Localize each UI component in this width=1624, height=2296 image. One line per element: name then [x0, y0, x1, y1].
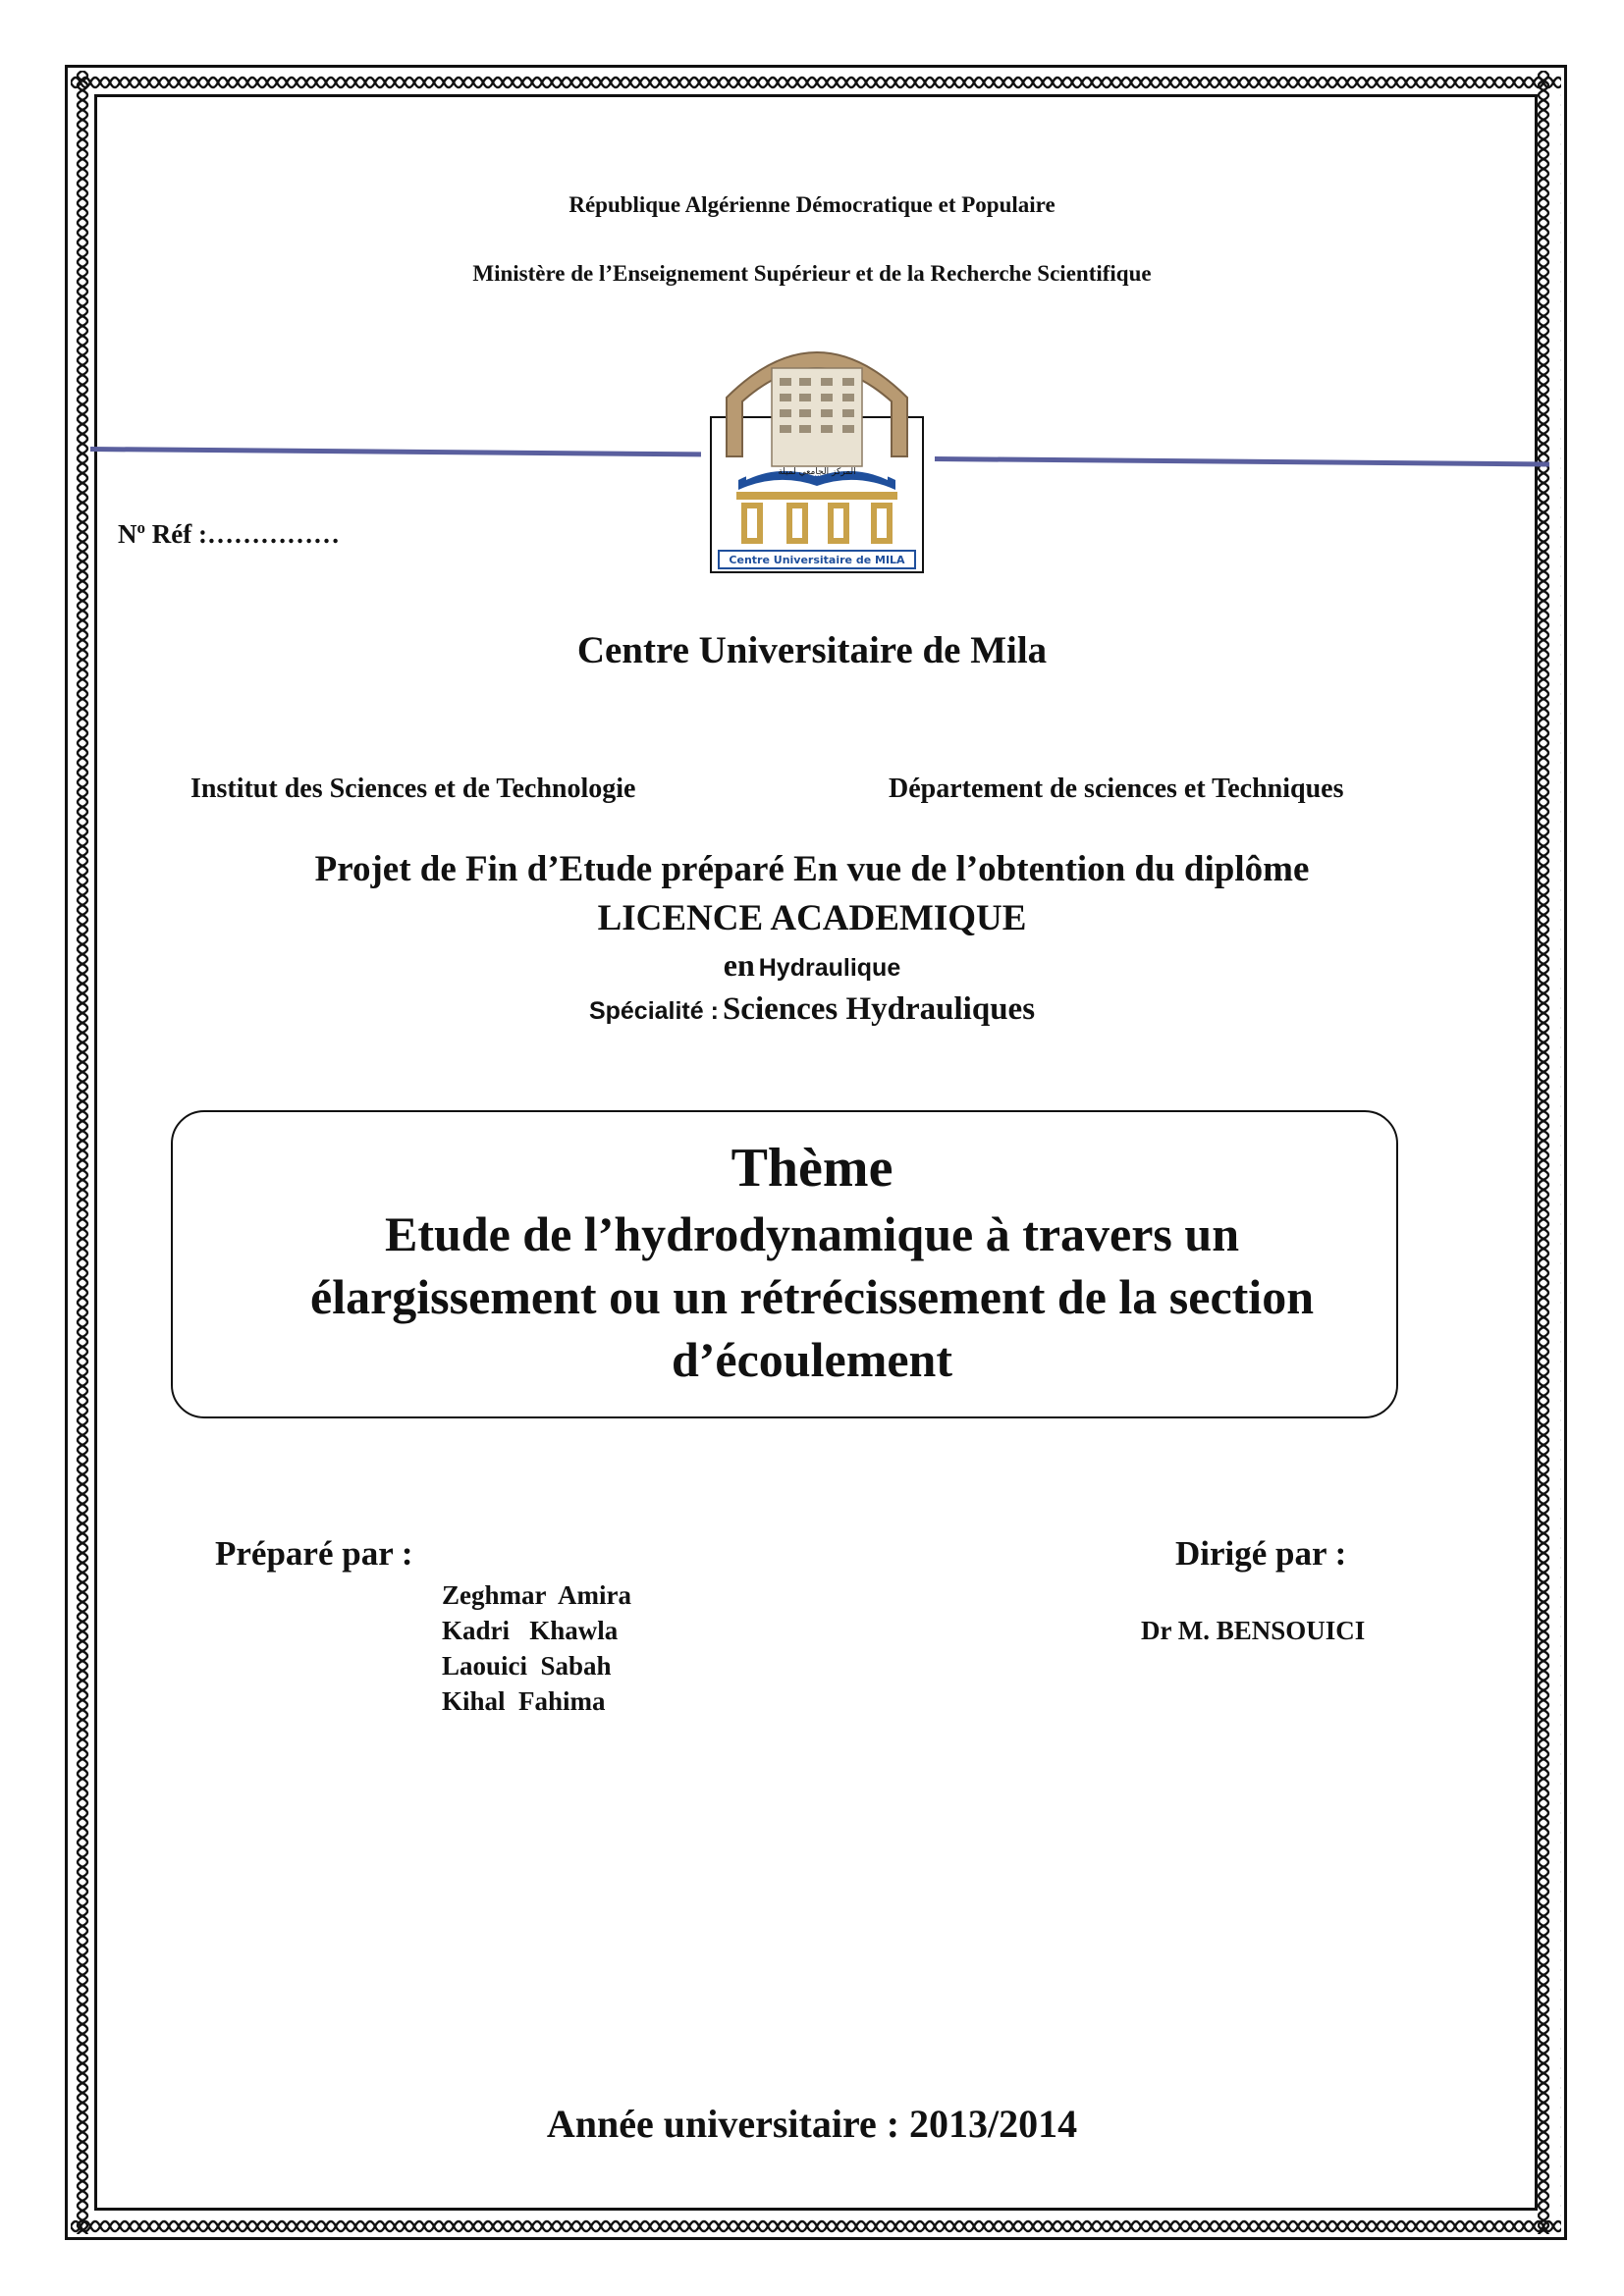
ministry-header: Ministère de l’Enseignement Supérieur et de la Recherche Scientifique [472, 261, 1152, 286]
degree-title: LICENCE ACADEMIQUE [597, 898, 1027, 938]
specialty-label: Spécialité : [588, 997, 719, 1025]
prepared-by-label: Préparé par : [215, 1534, 413, 1573]
specialty-value: Sciences Hydrauliques [722, 991, 1036, 1027]
student-name: Kihal Fahima [442, 1686, 606, 1716]
department-name: Département de sciences et Techniques [889, 774, 1344, 804]
supervisor-name: Dr M. BENSOUICI [1141, 1616, 1366, 1645]
reference-label: N [118, 519, 137, 549]
theme-title-line-1: Etude de l’hydrodynamique à travers un [384, 1206, 1240, 1261]
student-name: Zeghmar Amira [442, 1580, 631, 1610]
reference-number [118, 518, 340, 550]
university-logo [709, 329, 925, 576]
project-statement: Projet de Fin d’Etude préparé En vue de l’obtention du diplôme [314, 849, 1310, 889]
student-name: Kadri Khawla [442, 1616, 619, 1645]
degree-field-prefix: en [723, 947, 755, 983]
reference-sup: o [136, 518, 145, 537]
reference-text: Réf :…………… [145, 519, 340, 549]
theme-heading: Thème [731, 1138, 893, 1199]
theme-title-line-2: élargissement ou un rétrécissement de la section [310, 1269, 1314, 1324]
directed-by-label: Dirigé par : [1175, 1534, 1347, 1573]
degree-field-name: Hydraulique [758, 954, 901, 982]
logo-arabic-text: المركز الجامعي لميلة [778, 467, 856, 477]
institute-name: Institut des Sciences et de Technologie [190, 774, 636, 804]
republic-header: République Algérienne Démocratique et Populaire [568, 192, 1056, 217]
university-name: Centre Universitaire de Mila [576, 629, 1048, 671]
academic-year: Année universitaire : 2013/2014 [546, 2102, 1078, 2146]
theme-title-line-3: d’écoulement [671, 1332, 953, 1387]
logo-caption: Centre Universitaire de MILA [729, 554, 905, 566]
student-name: Laouici Sabah [442, 1651, 612, 1681]
degree-field [0, 947, 1624, 984]
specialty-line [0, 991, 1624, 1028]
